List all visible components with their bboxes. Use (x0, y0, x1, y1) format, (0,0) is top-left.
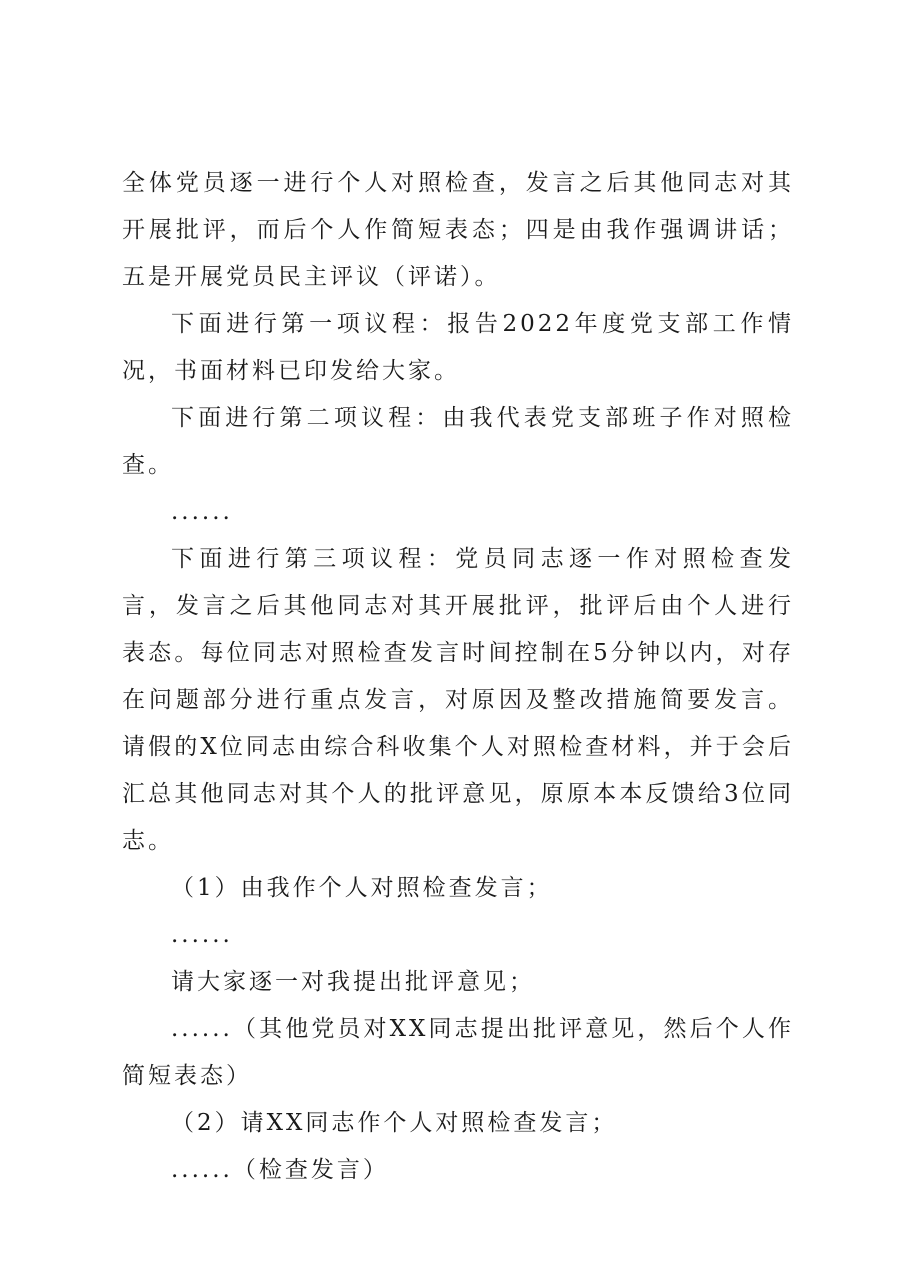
paragraph-subitem-1: （1）由我作个人对照检查发言； (171, 875, 553, 901)
paragraph-agenda-item-3: 下面进行第三项议程：党员同志逐一作对照检查发言，发言之后其他同志对其开展批评，批评后由个人进行表态。每位同志对照检查发言时间控制在5分钟以内，对存在问题部分进行重点发言，对原因及整改措施简要发言。请假的X位同志由综合科收集个人对照检查材料，并于会后汇总其他同志对其个人的批评意见，原原本本反馈给3位同志。 (122, 546, 794, 854)
paragraph-agenda-item-1: 下面进行第一项议程：报告2022年度党支部工作情况，书面材料已印发给大家。 (122, 311, 794, 384)
paragraph-ellipsis-note: ......（其他党员对XX同志提出批评意见，然后个人作简短表态） (122, 1016, 794, 1089)
paragraph-ellipsis: ...... (171, 922, 233, 948)
paragraph-agenda-item-2: 下面进行第二项议程：由我代表党支部班子作对照检查。 (122, 405, 794, 478)
paragraph-ellipsis-check: ......（检查发言） (171, 1157, 389, 1183)
paragraph-continuation: 全体党员逐一进行个人对照检查，发言之后其他同志对其开展批评，而后个人作简短表态；四是由我作强调讲话；五是开展党员民主评议（评诺）。 (122, 170, 794, 290)
paragraph-ellipsis: ...... (171, 499, 233, 525)
document-body (122, 160, 794, 1194)
paragraph-request-criticism: 请大家逐一对我提出批评意见； (171, 969, 535, 995)
paragraph-subitem-2: （2）请XX同志作个人对照检查发言； (171, 1110, 618, 1136)
